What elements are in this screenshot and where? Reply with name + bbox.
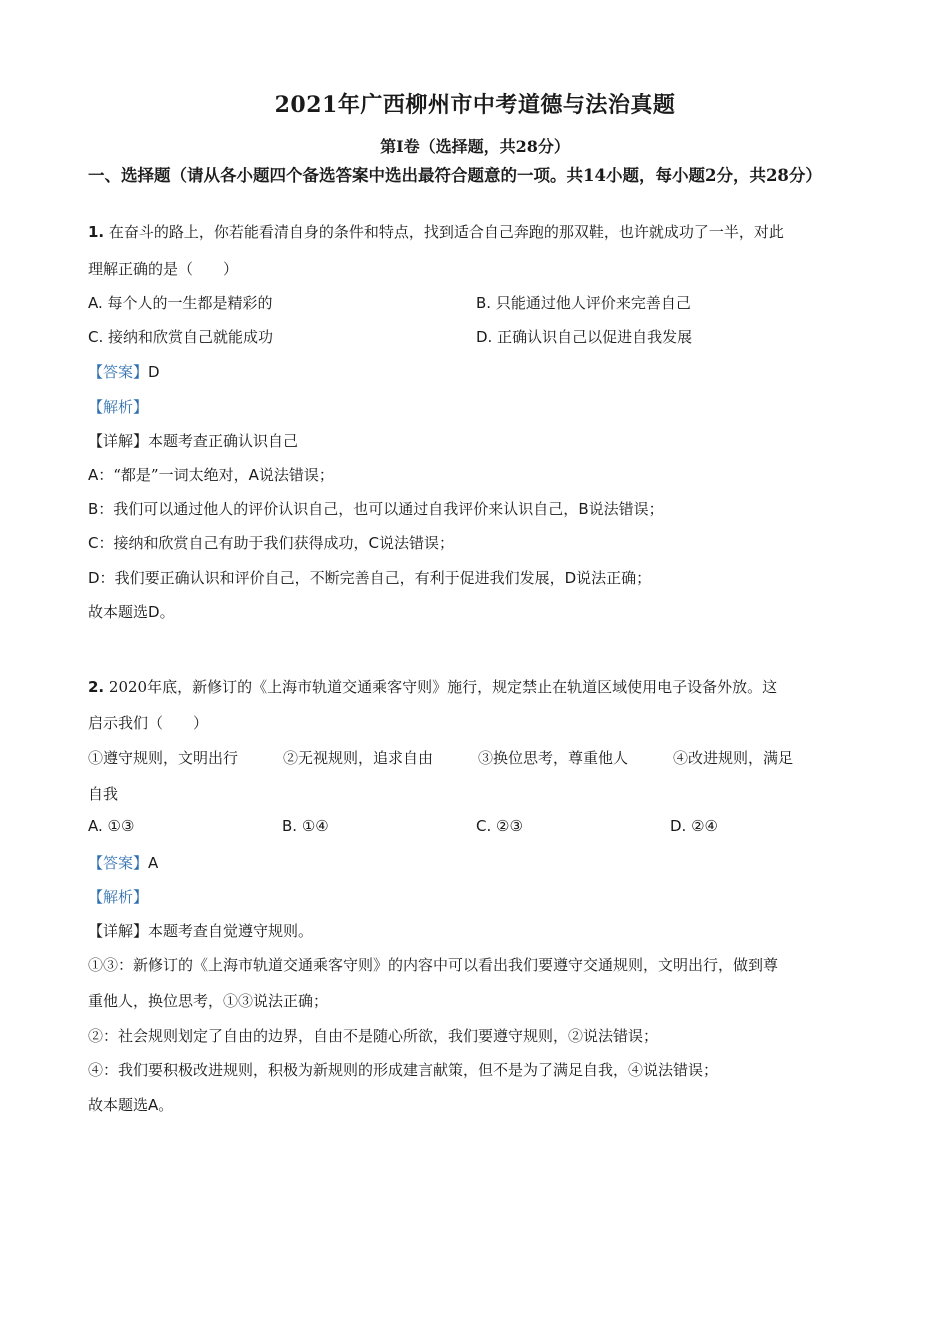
q2-stem-line1 <box>88 676 777 697</box>
q1-option-c: C. 接纳和欣赏自己就能成功 <box>88 328 274 346</box>
q2-stem-line2: 启示我们（ ） <box>88 714 209 732</box>
q2-option-d: D. ②④ <box>670 817 719 835</box>
q2-explain-line2: 重他人，换位思考，①③说法正确； <box>88 992 329 1010</box>
q1-option-a: A. 每个人的一生都是精彩的 <box>88 294 273 312</box>
q1-conclusion: 故本题选D。 <box>88 603 175 621</box>
answer-tag: 【答案】 <box>88 854 149 872</box>
q2-option-c: C. ②③ <box>476 817 523 835</box>
paper-section-subtitle: 第Ⅰ卷（选择题，共28分） <box>380 137 570 156</box>
q2-answer-value: A <box>148 854 159 872</box>
q2-analysis-tag: 【解析】 <box>88 888 149 906</box>
q2-explain-line3: ②：社会规则划定了自由的边界，自由不是随心所欲，我们要遵守规则，②说法错误； <box>88 1027 659 1045</box>
q2-items-line2: 自我 <box>88 785 119 803</box>
q2-explain-line1: ①③：新修订的《上海市轨道交通乘客守则》的内容中可以看出我们要遵守交通规则，文明出行，做到尊 <box>88 956 779 974</box>
answer-tag: 【答案】 <box>88 363 149 381</box>
q1-option-d: D. 正确认识自己以促进自我发展 <box>476 328 693 346</box>
q1-answer-value: D <box>148 363 160 381</box>
q1-analysis-tag: 【解析】 <box>88 398 149 416</box>
q1-stem-text-1: 在奋斗的路上，你若能看清自身的条件和特点，找到适合自己奔跑的那双鞋，也许就成功了一半，对此 <box>108 223 784 241</box>
q2-conclusion: 故本题选A。 <box>88 1096 174 1114</box>
q2-option-b: B. ①④ <box>282 817 329 835</box>
page-title: 2021年广西柳州市中考道德与法治真题 <box>274 92 676 118</box>
q1-stem-line1 <box>88 221 784 242</box>
q1-explain-d: D：我们要正确认识和评价自己，不断完善自己，有利于促进我们发展，D说法正确； <box>88 569 652 587</box>
q2-answer <box>88 852 158 873</box>
q2-stem-text-1: 2020年底，新修订的《上海市轨道交通乘客守则》施行，规定禁止在轨道区域使用电子设备外放。这 <box>108 678 778 696</box>
q1-detail: 【详解】本题考查正确认识自己 <box>88 432 299 450</box>
q1-explain-b: B：我们可以通过他人的评价认识自己，也可以通过自我评价来认识自己，B说法错误； <box>88 500 664 518</box>
q1-stem-line2: 理解正确的是（ ） <box>88 260 239 278</box>
q1-option-b: B. 只能通过他人评价来完善自己 <box>476 294 691 312</box>
q2-items-line1: ①遵守规则，文明出行 ②无视规则，追求自由 ③换位思考，尊重他人 ④改进规则，满足 <box>88 749 794 767</box>
q1-answer <box>88 361 160 382</box>
q2-option-a: A. ①③ <box>88 817 135 835</box>
q1-explain-c: C：接纳和欣赏自己有助于我们获得成功，C说法错误； <box>88 534 454 552</box>
q2-number: 2. <box>88 678 105 696</box>
q2-detail: 【详解】本题考查自觉遵守规则。 <box>88 922 314 940</box>
q2-explain-line4: ④：我们要积极改进规则，积极为新规则的形成建言献策，但不是为了满足自我，④说法错误； <box>88 1061 719 1079</box>
q1-explain-a: A：“都是”一词太绝对，A说法错误； <box>88 466 334 484</box>
section-heading: 一、选择题（请从各小题四个备选答案中选出最符合题意的一项。共14小题，每小题2分，共28分） <box>88 166 822 185</box>
q1-number: 1. <box>88 223 105 241</box>
